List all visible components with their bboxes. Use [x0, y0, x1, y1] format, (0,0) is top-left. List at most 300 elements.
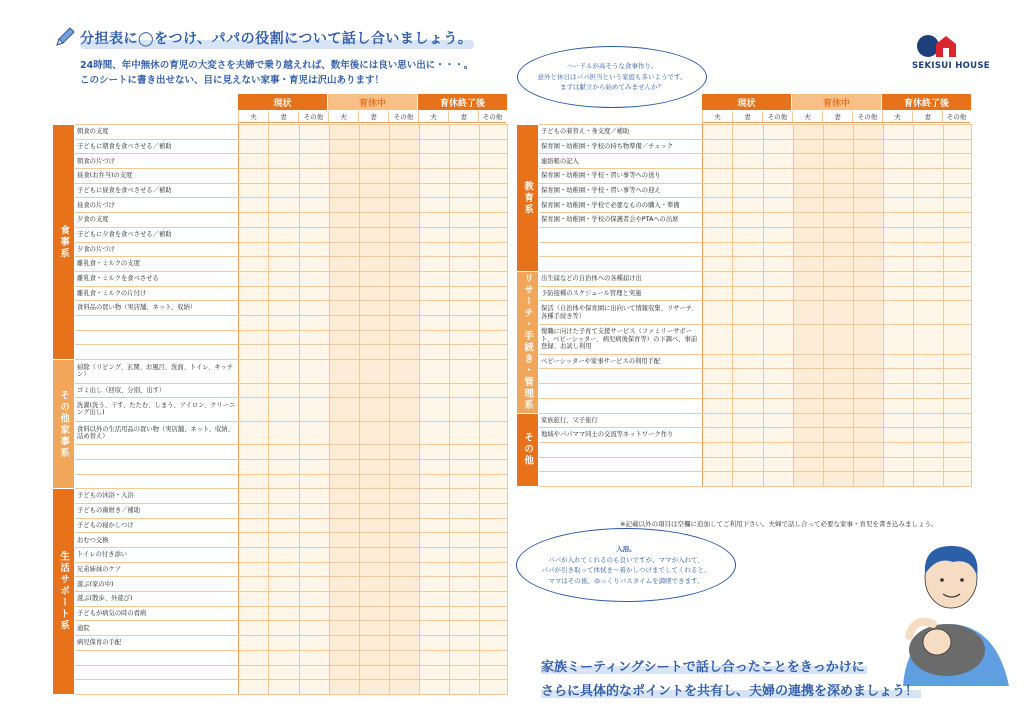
assignment-cell[interactable] — [269, 301, 299, 316]
assignment-cell[interactable] — [299, 562, 329, 577]
assignment-cell[interactable] — [703, 472, 733, 487]
assignment-cell[interactable] — [359, 125, 389, 140]
assignment-cell[interactable] — [389, 650, 419, 665]
assignment-cell[interactable] — [913, 384, 943, 399]
assignment-cell[interactable] — [703, 213, 733, 228]
assignment-cell[interactable] — [329, 227, 359, 242]
assignment-cell[interactable] — [823, 324, 853, 354]
assignment-cell[interactable] — [329, 474, 359, 489]
assignment-cell[interactable] — [479, 315, 507, 330]
assignment-cell[interactable] — [299, 621, 329, 636]
assignment-cell[interactable] — [703, 183, 733, 198]
assignment-cell[interactable] — [853, 242, 883, 257]
assignment-cell[interactable] — [703, 413, 733, 428]
assignment-cell[interactable] — [449, 636, 479, 651]
assignment-cell[interactable] — [449, 345, 479, 360]
assignment-cell[interactable] — [269, 125, 299, 140]
assignment-cell[interactable] — [359, 315, 389, 330]
assignment-cell[interactable] — [449, 213, 479, 228]
assignment-cell[interactable] — [239, 577, 269, 592]
assignment-cell[interactable] — [913, 213, 943, 228]
assignment-cell[interactable] — [299, 271, 329, 286]
assignment-cell[interactable] — [359, 533, 389, 548]
assignment-cell[interactable] — [703, 139, 733, 154]
assignment-cell[interactable] — [359, 360, 389, 384]
assignment-cell[interactable] — [419, 360, 449, 384]
assignment-cell[interactable] — [479, 445, 507, 460]
assignment-cell[interactable] — [793, 428, 823, 443]
assignment-cell[interactable] — [269, 271, 299, 286]
assignment-cell[interactable] — [793, 242, 823, 257]
assignment-cell[interactable] — [329, 383, 359, 398]
assignment-cell[interactable] — [763, 324, 793, 354]
assignment-cell[interactable] — [733, 169, 763, 184]
assignment-cell[interactable] — [853, 413, 883, 428]
assignment-cell[interactable] — [449, 169, 479, 184]
assignment-cell[interactable] — [419, 665, 449, 680]
assignment-cell[interactable] — [943, 324, 971, 354]
assignment-cell[interactable] — [419, 227, 449, 242]
assignment-cell[interactable] — [449, 621, 479, 636]
assignment-cell[interactable] — [793, 125, 823, 140]
assignment-cell[interactable] — [479, 139, 507, 154]
assignment-cell[interactable] — [389, 383, 419, 398]
assignment-cell[interactable] — [389, 577, 419, 592]
assignment-cell[interactable] — [299, 154, 329, 169]
assignment-cell[interactable] — [419, 154, 449, 169]
assignment-cell[interactable] — [419, 242, 449, 257]
assignment-cell[interactable] — [823, 457, 853, 472]
assignment-cell[interactable] — [329, 680, 359, 695]
assignment-cell[interactable] — [269, 227, 299, 242]
assignment-cell[interactable] — [763, 198, 793, 213]
assignment-cell[interactable] — [389, 139, 419, 154]
assignment-cell[interactable] — [883, 198, 913, 213]
assignment-cell[interactable] — [269, 592, 299, 607]
assignment-cell[interactable] — [479, 503, 507, 518]
assignment-cell[interactable] — [449, 242, 479, 257]
assignment-cell[interactable] — [943, 442, 971, 457]
assignment-cell[interactable] — [359, 227, 389, 242]
assignment-cell[interactable] — [793, 213, 823, 228]
assignment-cell[interactable] — [703, 227, 733, 242]
assignment-cell[interactable] — [703, 442, 733, 457]
assignment-cell[interactable] — [703, 169, 733, 184]
assignment-cell[interactable] — [239, 345, 269, 360]
assignment-cell[interactable] — [389, 592, 419, 607]
assignment-cell[interactable] — [389, 445, 419, 460]
assignment-cell[interactable] — [329, 606, 359, 621]
assignment-cell[interactable] — [733, 125, 763, 140]
assignment-cell[interactable] — [329, 242, 359, 257]
assignment-cell[interactable] — [733, 257, 763, 272]
assignment-cell[interactable] — [913, 369, 943, 384]
assignment-cell[interactable] — [299, 383, 329, 398]
assignment-cell[interactable] — [299, 169, 329, 184]
assignment-cell[interactable] — [299, 345, 329, 360]
assignment-cell[interactable] — [943, 154, 971, 169]
assignment-cell[interactable] — [763, 428, 793, 443]
assignment-cell[interactable] — [943, 457, 971, 472]
assignment-cell[interactable] — [733, 457, 763, 472]
assignment-cell[interactable] — [419, 213, 449, 228]
assignment-cell[interactable] — [269, 330, 299, 345]
assignment-cell[interactable] — [733, 242, 763, 257]
assignment-cell[interactable] — [269, 665, 299, 680]
assignment-cell[interactable] — [269, 445, 299, 460]
assignment-cell[interactable] — [269, 286, 299, 301]
assignment-cell[interactable] — [883, 286, 913, 301]
assignment-cell[interactable] — [329, 125, 359, 140]
assignment-cell[interactable] — [269, 650, 299, 665]
assignment-cell[interactable] — [913, 198, 943, 213]
assignment-cell[interactable] — [239, 533, 269, 548]
assignment-cell[interactable] — [359, 421, 389, 445]
assignment-cell[interactable] — [883, 457, 913, 472]
assignment-cell[interactable] — [733, 442, 763, 457]
assignment-cell[interactable] — [419, 680, 449, 695]
assignment-cell[interactable] — [329, 533, 359, 548]
assignment-cell[interactable] — [419, 474, 449, 489]
assignment-cell[interactable] — [299, 286, 329, 301]
assignment-cell[interactable] — [823, 472, 853, 487]
assignment-cell[interactable] — [943, 301, 971, 325]
assignment-cell[interactable] — [419, 315, 449, 330]
assignment-cell[interactable] — [389, 680, 419, 695]
assignment-cell[interactable] — [793, 472, 823, 487]
assignment-cell[interactable] — [419, 169, 449, 184]
assignment-cell[interactable] — [853, 213, 883, 228]
assignment-cell[interactable] — [763, 413, 793, 428]
assignment-cell[interactable] — [299, 665, 329, 680]
assignment-cell[interactable] — [359, 445, 389, 460]
assignment-cell[interactable] — [823, 398, 853, 413]
assignment-cell[interactable] — [239, 330, 269, 345]
assignment-cell[interactable] — [389, 562, 419, 577]
assignment-cell[interactable] — [299, 330, 329, 345]
assignment-cell[interactable] — [793, 169, 823, 184]
assignment-cell[interactable] — [449, 592, 479, 607]
assignment-cell[interactable] — [733, 286, 763, 301]
assignment-cell[interactable] — [479, 242, 507, 257]
assignment-cell[interactable] — [299, 518, 329, 533]
assignment-cell[interactable] — [239, 301, 269, 316]
assignment-cell[interactable] — [419, 257, 449, 272]
assignment-cell[interactable] — [359, 680, 389, 695]
assignment-cell[interactable] — [943, 139, 971, 154]
assignment-cell[interactable] — [389, 257, 419, 272]
assignment-cell[interactable] — [479, 330, 507, 345]
assignment-cell[interactable] — [359, 257, 389, 272]
assignment-cell[interactable] — [793, 457, 823, 472]
assignment-cell[interactable] — [299, 198, 329, 213]
assignment-cell[interactable] — [389, 183, 419, 198]
assignment-cell[interactable] — [419, 489, 449, 504]
assignment-cell[interactable] — [763, 442, 793, 457]
assignment-cell[interactable] — [823, 413, 853, 428]
assignment-cell[interactable] — [703, 428, 733, 443]
assignment-cell[interactable] — [853, 442, 883, 457]
assignment-cell[interactable] — [883, 213, 913, 228]
assignment-cell[interactable] — [359, 154, 389, 169]
assignment-cell[interactable] — [703, 257, 733, 272]
assignment-cell[interactable] — [763, 183, 793, 198]
assignment-cell[interactable] — [479, 227, 507, 242]
assignment-cell[interactable] — [239, 606, 269, 621]
assignment-cell[interactable] — [269, 315, 299, 330]
assignment-cell[interactable] — [329, 503, 359, 518]
assignment-cell[interactable] — [329, 154, 359, 169]
assignment-cell[interactable] — [763, 154, 793, 169]
assignment-cell[interactable] — [419, 606, 449, 621]
assignment-cell[interactable] — [913, 227, 943, 242]
assignment-cell[interactable] — [853, 428, 883, 443]
assignment-cell[interactable] — [239, 562, 269, 577]
assignment-cell[interactable] — [449, 680, 479, 695]
assignment-cell[interactable] — [449, 518, 479, 533]
assignment-cell[interactable] — [239, 636, 269, 651]
assignment-cell[interactable] — [479, 198, 507, 213]
assignment-cell[interactable] — [733, 428, 763, 443]
assignment-cell[interactable] — [823, 139, 853, 154]
assignment-cell[interactable] — [449, 315, 479, 330]
assignment-cell[interactable] — [793, 324, 823, 354]
assignment-cell[interactable] — [883, 242, 913, 257]
assignment-cell[interactable] — [853, 472, 883, 487]
assignment-cell[interactable] — [239, 154, 269, 169]
assignment-cell[interactable] — [449, 459, 479, 474]
assignment-cell[interactable] — [823, 428, 853, 443]
assignment-cell[interactable] — [239, 383, 269, 398]
assignment-cell[interactable] — [913, 354, 943, 369]
assignment-cell[interactable] — [703, 154, 733, 169]
assignment-cell[interactable] — [299, 227, 329, 242]
assignment-cell[interactable] — [823, 286, 853, 301]
assignment-cell[interactable] — [763, 354, 793, 369]
assignment-cell[interactable] — [733, 301, 763, 325]
assignment-cell[interactable] — [359, 665, 389, 680]
assignment-cell[interactable] — [239, 518, 269, 533]
assignment-cell[interactable] — [389, 125, 419, 140]
assignment-cell[interactable] — [389, 198, 419, 213]
assignment-cell[interactable] — [733, 271, 763, 286]
assignment-cell[interactable] — [329, 183, 359, 198]
assignment-cell[interactable] — [329, 360, 359, 384]
assignment-cell[interactable] — [449, 125, 479, 140]
assignment-cell[interactable] — [479, 636, 507, 651]
assignment-cell[interactable] — [299, 125, 329, 140]
assignment-cell[interactable] — [239, 227, 269, 242]
assignment-cell[interactable] — [299, 474, 329, 489]
assignment-cell[interactable] — [389, 213, 419, 228]
assignment-cell[interactable] — [943, 242, 971, 257]
assignment-cell[interactable] — [329, 445, 359, 460]
assignment-cell[interactable] — [943, 169, 971, 184]
assignment-cell[interactable] — [703, 369, 733, 384]
assignment-cell[interactable] — [419, 533, 449, 548]
assignment-cell[interactable] — [329, 577, 359, 592]
assignment-cell[interactable] — [479, 548, 507, 563]
assignment-cell[interactable] — [883, 354, 913, 369]
assignment-cell[interactable] — [479, 183, 507, 198]
assignment-cell[interactable] — [479, 606, 507, 621]
assignment-cell[interactable] — [389, 636, 419, 651]
assignment-cell[interactable] — [913, 428, 943, 443]
assignment-cell[interactable] — [449, 383, 479, 398]
assignment-cell[interactable] — [883, 472, 913, 487]
assignment-cell[interactable] — [913, 301, 943, 325]
assignment-cell[interactable] — [763, 125, 793, 140]
assignment-cell[interactable] — [389, 330, 419, 345]
assignment-cell[interactable] — [733, 398, 763, 413]
assignment-cell[interactable] — [449, 650, 479, 665]
assignment-cell[interactable] — [359, 330, 389, 345]
assignment-cell[interactable] — [763, 257, 793, 272]
assignment-cell[interactable] — [479, 154, 507, 169]
assignment-cell[interactable] — [239, 592, 269, 607]
assignment-cell[interactable] — [269, 562, 299, 577]
assignment-cell[interactable] — [389, 621, 419, 636]
assignment-cell[interactable] — [419, 183, 449, 198]
assignment-cell[interactable] — [823, 354, 853, 369]
assignment-cell[interactable] — [329, 257, 359, 272]
assignment-cell[interactable] — [763, 369, 793, 384]
assignment-cell[interactable] — [449, 503, 479, 518]
assignment-cell[interactable] — [883, 384, 913, 399]
assignment-cell[interactable] — [479, 286, 507, 301]
assignment-cell[interactable] — [883, 227, 913, 242]
assignment-cell[interactable] — [943, 472, 971, 487]
assignment-cell[interactable] — [793, 271, 823, 286]
assignment-cell[interactable] — [329, 398, 359, 422]
assignment-cell[interactable] — [389, 421, 419, 445]
assignment-cell[interactable] — [913, 257, 943, 272]
assignment-cell[interactable] — [449, 154, 479, 169]
assignment-cell[interactable] — [359, 489, 389, 504]
assignment-cell[interactable] — [733, 154, 763, 169]
assignment-cell[interactable] — [239, 125, 269, 140]
assignment-cell[interactable] — [943, 227, 971, 242]
assignment-cell[interactable] — [329, 421, 359, 445]
assignment-cell[interactable] — [269, 242, 299, 257]
assignment-cell[interactable] — [359, 621, 389, 636]
assignment-cell[interactable] — [239, 665, 269, 680]
assignment-cell[interactable] — [419, 445, 449, 460]
assignment-cell[interactable] — [479, 577, 507, 592]
assignment-cell[interactable] — [479, 621, 507, 636]
assignment-cell[interactable] — [299, 636, 329, 651]
assignment-cell[interactable] — [359, 562, 389, 577]
assignment-cell[interactable] — [943, 384, 971, 399]
assignment-cell[interactable] — [913, 413, 943, 428]
assignment-cell[interactable] — [239, 445, 269, 460]
assignment-cell[interactable] — [733, 183, 763, 198]
assignment-cell[interactable] — [239, 459, 269, 474]
assignment-cell[interactable] — [299, 533, 329, 548]
assignment-cell[interactable] — [239, 621, 269, 636]
assignment-cell[interactable] — [299, 360, 329, 384]
assignment-cell[interactable] — [359, 636, 389, 651]
assignment-cell[interactable] — [299, 459, 329, 474]
assignment-cell[interactable] — [389, 474, 419, 489]
assignment-cell[interactable] — [359, 606, 389, 621]
assignment-cell[interactable] — [943, 354, 971, 369]
assignment-cell[interactable] — [329, 459, 359, 474]
assignment-cell[interactable] — [853, 183, 883, 198]
assignment-cell[interactable] — [239, 360, 269, 384]
assignment-cell[interactable] — [823, 125, 853, 140]
assignment-cell[interactable] — [359, 345, 389, 360]
assignment-cell[interactable] — [419, 562, 449, 577]
assignment-cell[interactable] — [943, 125, 971, 140]
assignment-cell[interactable] — [269, 518, 299, 533]
assignment-cell[interactable] — [479, 533, 507, 548]
assignment-cell[interactable] — [883, 428, 913, 443]
assignment-cell[interactable] — [269, 548, 299, 563]
assignment-cell[interactable] — [419, 271, 449, 286]
assignment-cell[interactable] — [449, 398, 479, 422]
assignment-cell[interactable] — [793, 286, 823, 301]
assignment-cell[interactable] — [449, 330, 479, 345]
assignment-cell[interactable] — [883, 369, 913, 384]
assignment-cell[interactable] — [269, 169, 299, 184]
assignment-cell[interactable] — [853, 457, 883, 472]
assignment-cell[interactable] — [359, 474, 389, 489]
assignment-cell[interactable] — [733, 384, 763, 399]
assignment-cell[interactable] — [763, 139, 793, 154]
assignment-cell[interactable] — [479, 650, 507, 665]
assignment-cell[interactable] — [853, 384, 883, 399]
assignment-cell[interactable] — [419, 345, 449, 360]
assignment-cell[interactable] — [329, 518, 359, 533]
assignment-cell[interactable] — [269, 398, 299, 422]
assignment-cell[interactable] — [913, 183, 943, 198]
assignment-cell[interactable] — [913, 242, 943, 257]
assignment-cell[interactable] — [853, 354, 883, 369]
assignment-cell[interactable] — [763, 242, 793, 257]
assignment-cell[interactable] — [419, 548, 449, 563]
assignment-cell[interactable] — [763, 398, 793, 413]
assignment-cell[interactable] — [763, 286, 793, 301]
assignment-cell[interactable] — [329, 330, 359, 345]
assignment-cell[interactable] — [913, 169, 943, 184]
assignment-cell[interactable] — [883, 324, 913, 354]
assignment-cell[interactable] — [299, 213, 329, 228]
assignment-cell[interactable] — [913, 324, 943, 354]
assignment-cell[interactable] — [793, 198, 823, 213]
assignment-cell[interactable] — [449, 286, 479, 301]
assignment-cell[interactable] — [943, 398, 971, 413]
assignment-cell[interactable] — [389, 315, 419, 330]
assignment-cell[interactable] — [449, 665, 479, 680]
assignment-cell[interactable] — [943, 213, 971, 228]
assignment-cell[interactable] — [733, 324, 763, 354]
assignment-cell[interactable] — [449, 198, 479, 213]
assignment-cell[interactable] — [793, 183, 823, 198]
assignment-cell[interactable] — [299, 489, 329, 504]
assignment-cell[interactable] — [913, 457, 943, 472]
assignment-cell[interactable] — [389, 489, 419, 504]
assignment-cell[interactable] — [389, 503, 419, 518]
assignment-cell[interactable] — [763, 227, 793, 242]
assignment-cell[interactable] — [299, 592, 329, 607]
assignment-cell[interactable] — [239, 169, 269, 184]
assignment-cell[interactable] — [479, 562, 507, 577]
assignment-cell[interactable] — [359, 459, 389, 474]
assignment-cell[interactable] — [733, 227, 763, 242]
assignment-cell[interactable] — [299, 650, 329, 665]
assignment-cell[interactable] — [359, 398, 389, 422]
